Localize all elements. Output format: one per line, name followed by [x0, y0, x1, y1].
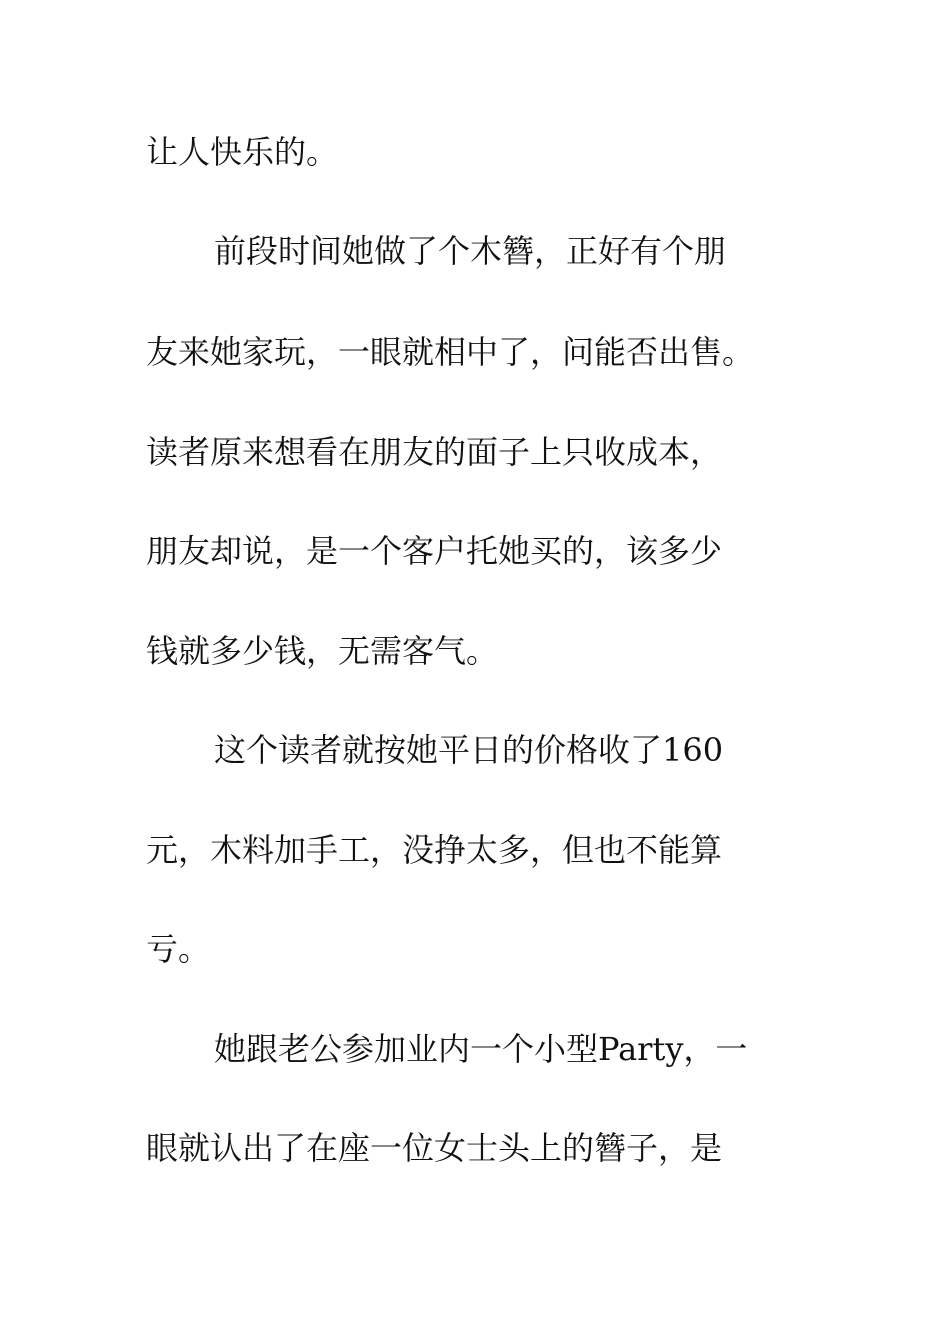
paragraph-start-line: 她跟老公参加业内一个小型Party，一 — [214, 1030, 748, 1068]
paragraph-start-line: 前段时间她做了个木簪，正好有个朋 — [214, 232, 727, 270]
paragraph-start-line: 这个读者就按她平日的价格收了160 — [214, 731, 724, 769]
text-line: 钱就多少钱，无需客气。 — [146, 632, 499, 670]
text-line: 友来她家玩，一眼就相中了，问能否出售。 — [146, 333, 755, 371]
text-line: 亏。 — [146, 930, 211, 968]
text-line: 读者原来想看在朋友的面子上只收成本， — [146, 433, 723, 471]
text-line: 让人快乐的。 — [146, 133, 339, 171]
text-line: 眼就认出了在座一位女士头上的簪子，是 — [146, 1129, 723, 1167]
text-line: 元，木料加手工，没挣太多，但也不能算 — [146, 831, 723, 869]
text-line: 朋友却说，是一个客户托她买的，该多少 — [146, 532, 723, 570]
